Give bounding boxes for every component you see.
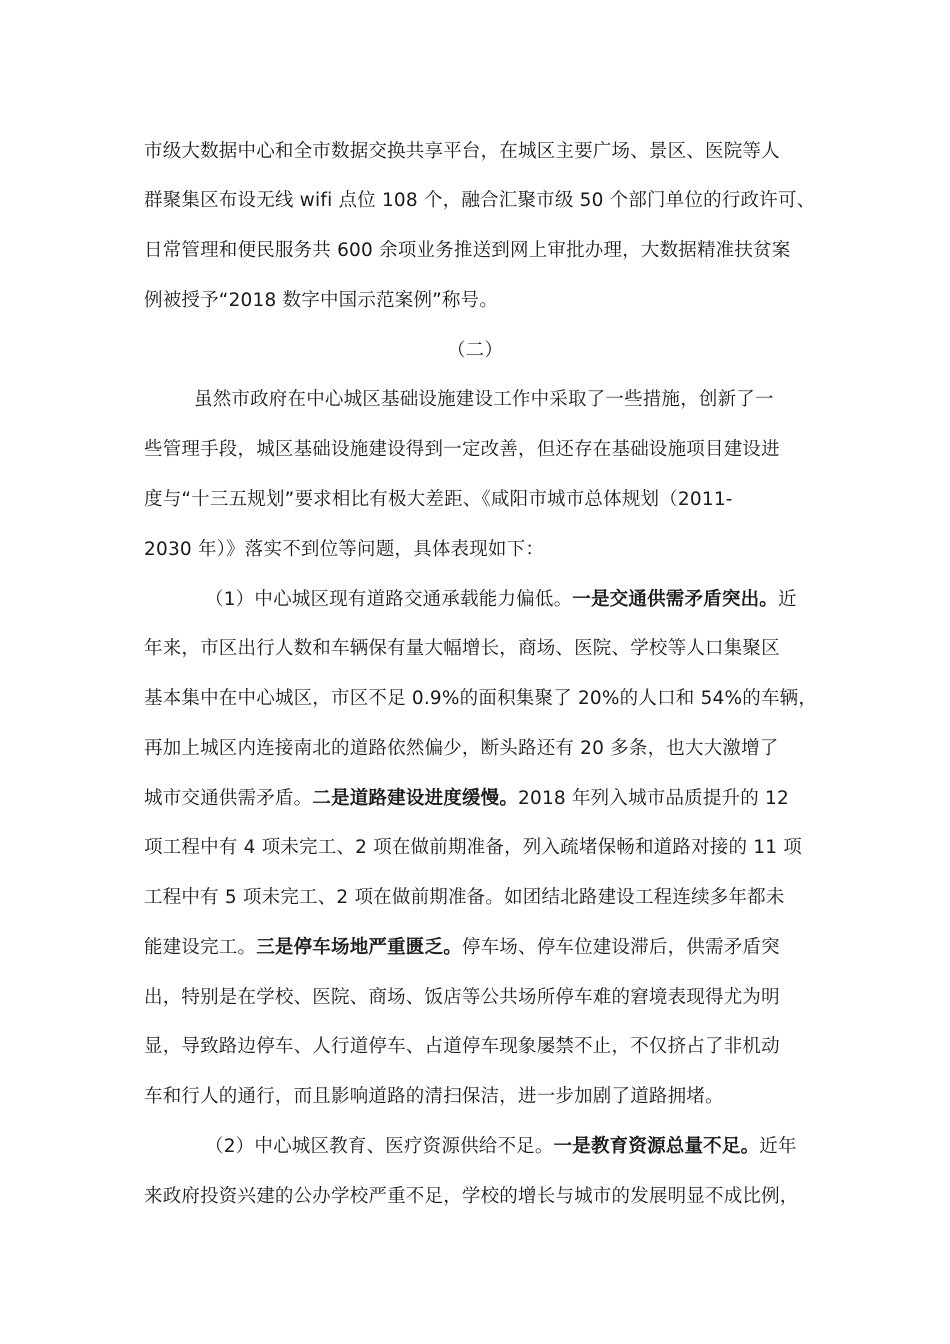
bold-text-run: 二是道路建设进度缓慢。 xyxy=(312,788,519,809)
text-line xyxy=(144,986,780,1010)
text-run: 年来，市区出行人数和车辆保有量大幅增长，商场、医院、学校等人口集聚区 xyxy=(144,638,780,659)
text-line xyxy=(144,239,790,263)
text-run: 近 xyxy=(777,589,797,610)
text-run: 停车场、停车位建设滞后，供需矛盾突 xyxy=(461,937,780,958)
text-run: 出，特别是在学校、医院、商场、饭店等公共场所停车难的窘境表现得尤为明 xyxy=(144,987,780,1008)
text-run: 来政府投资兴建的公办学校严重不足，学校的增长与城市的发展明显不成比例， xyxy=(144,1186,799,1207)
text-line xyxy=(144,737,779,761)
text-run: 虽然市政府在中心城区基础设施建设工作中采取了一些措施，创新了一 xyxy=(194,389,774,410)
text-line xyxy=(144,538,544,562)
bold-text-run: 一是教育资源总量不足。 xyxy=(553,1136,760,1157)
text-run: （2）中心城区教育、医疗资源供给不足。 xyxy=(205,1136,554,1157)
text-line xyxy=(144,289,498,313)
text-run: 2030 年）》落实不到位等问题，具体表现如下： xyxy=(144,539,545,560)
text-line xyxy=(144,637,780,661)
text-run: （1）中心城区现有道路交通承载能力偏低。 xyxy=(205,589,573,610)
text-run: 车和行人的通行，而且影响道路的清扫保洁，进一步加剧了道路拥堵。 xyxy=(144,1086,724,1107)
text-line xyxy=(144,488,733,512)
text-run: 2018 年列入城市品质提升的 12 xyxy=(518,788,789,809)
text-line xyxy=(144,1185,799,1209)
bold-text-run: 一是交通供需矛盾突出。 xyxy=(572,589,778,610)
text-line xyxy=(144,1035,780,1059)
text-run: 再加上城区内连接南北的道路依然偏少，断头路还有 20 多条，也大大激增了 xyxy=(144,738,779,759)
text-run: 近年 xyxy=(759,1136,797,1157)
text-run: 日常管理和便民服务共 600 余项业务推送到网上审批办理，大数据精准扶贫案 xyxy=(144,240,791,261)
text-line xyxy=(144,438,780,462)
text-run: 项工程中有 4 项未完工、2 项在做前期准备，列入疏堵保畅和道路对接的 11 项 xyxy=(144,837,802,858)
text-line xyxy=(144,886,785,910)
text-run: 能建设完工。 xyxy=(144,937,257,958)
text-run: （二） xyxy=(446,340,504,361)
section-heading xyxy=(0,339,950,363)
text-line xyxy=(194,388,774,412)
text-line xyxy=(144,140,780,164)
text-run: 基本集中在中心城区，市区不足 0.9%的面积集聚了 20%的人口和 54%的车辆， xyxy=(144,688,818,709)
text-line xyxy=(144,687,817,711)
text-line xyxy=(205,1135,797,1159)
text-run: 显，导致路边停车、人行道停车、占道停车现象屡禁不止，不仅挤占了非机动 xyxy=(144,1036,780,1057)
bold-text-run: 三是停车场地严重匮乏。 xyxy=(256,937,462,958)
text-line xyxy=(144,787,789,811)
text-run: 市级大数据中心和全市数据交换共享平台，在城区主要广场、景区、医院等人 xyxy=(144,141,780,162)
text-line xyxy=(205,588,797,612)
text-line xyxy=(144,1085,724,1109)
text-run: 群聚集区布设无线 wifi 点位 108 个，融合汇聚市级 50 个部门单位的行政许可、 xyxy=(144,190,816,211)
text-line xyxy=(144,836,802,860)
text-run: 工程中有 5 项未完工、2 项在做前期准备。如团结北路建设工程连续多年都未 xyxy=(144,887,785,908)
text-run: 些管理手段，城区基础设施建设得到一定改善，但还存在基础设施项目建设进 xyxy=(144,439,780,460)
text-run: 例被授予“2018 数字中国示范案例”称号。 xyxy=(144,290,499,311)
text-run: 度与“十三五规划”要求相比有极大差距、《咸阳市城市总体规划（2011- xyxy=(144,489,733,510)
text-line xyxy=(144,936,780,960)
text-line xyxy=(144,189,815,213)
text-run: 城市交通供需矛盾。 xyxy=(144,788,313,809)
